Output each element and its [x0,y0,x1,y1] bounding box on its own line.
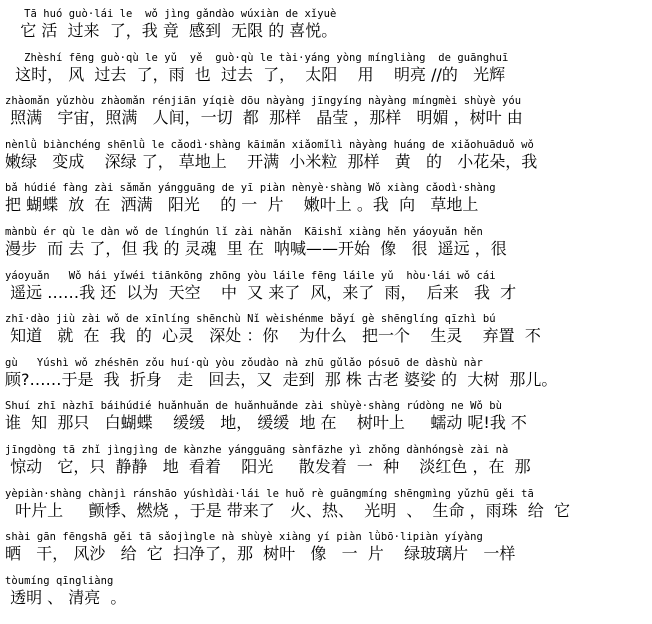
hanzi-line-6: 漫步 而 去 了，但 我 的 灵魂 里 在 呐喊——开始 像 很 遥远 ，很 [5,238,507,258]
pinyin-line-4: nènlǜ biànchéng shēnlǜ le cǎodì·shàng kāimǎn xiǎomǐlì nàyàng huáng de xiǎohuāduǒ wǒ [5,138,534,151]
text-line-14 [0,573,652,617]
text-line-4 [0,137,652,181]
text-line-13 [0,529,652,573]
text-line-5 [0,180,652,224]
text-line-8 [0,311,652,355]
hanzi-line-2: 这时， 风 过去 了，雨 也 过去 了， 太阳 用 明亮 //的 光辉 [5,64,506,84]
pinyin-line-11: jīngdòng tā zhǐ jìngjìng de kànzhe yángguāng sànfāzhe yì zhǒng dànhóngsè zài nà [5,443,509,456]
hanzi-line-11: 惊动 它，只 静静 地 看着 阳光 散发着 一 种 淡红色 ，在 那 [5,456,531,476]
hanzi-line-3: 照满 宇宙，照满 人间，一切 都 那样 晶莹 ，那样 明媚 ，树叶 由 [5,108,523,128]
hanzi-line-4: 嫩绿 变成 深绿 了， 草地上 开满 小米粒 那样 黄 的 小花朵，我 [5,151,538,171]
pinyin-line-7: yáoyuǎn Wǒ hái yǐwéi tiānkōng zhōng yòu láile fēng láile yǔ hòu·lái wǒ cái [5,269,496,282]
reading-passage [0,6,652,616]
hanzi-line-5: 把 蝴蝶 放 在 洒满 阳光 的 一 片 嫩叶上 。我 向 草地上 [5,195,479,215]
text-line-11 [0,442,652,486]
pinyin-line-3: zhàomǎn yǔzhòu zhàomǎn rénjiān yíqiè dōu nàyàng jīngyíng nàyàng míngmèi shùyè yóu [5,95,522,108]
text-line-12 [0,486,652,530]
pinyin-line-5: bǎ húdié fàng zài sǎmǎn yángguāng de yī piàn nènyè·shàng Wǒ xiàng cǎodì·shàng [5,182,496,195]
pinyin-line-6: mànbù ér qù le dàn wǒ de línghún lǐ zài nàhǎn Kāishǐ xiàng hěn yáoyuǎn hěn [5,225,483,238]
pinyin-line-1: Tā huó guò·lái le wǒ jìng gǎndào wúxiàn de xǐyuè [5,8,337,20]
text-line-2 [0,50,652,94]
hanzi-line-13: 晒 干， 风沙 给 它 扫净了，那 树叶 像 一 片 绿玻璃片 一样 [5,544,516,564]
hanzi-line-9: 顾?……于是 我 折身 走 回去，又 走到 那 株 古老 婆娑 的 大树 那儿。 [5,369,558,389]
hanzi-line-8: 知道 就 在 我 的 心灵 深处 ：你 为什么 把一个 生灵 弃置 不 [5,326,541,346]
text-line-9 [0,355,652,399]
pinyin-line-10: Shuí zhī nàzhī báihúdié huǎnhuǎn de huǎnhuǎnde zài shùyè·shàng rúdòng ne Wǒ bù [5,400,502,413]
pinyin-line-9: gù Yúshì wǒ zhéshēn zǒu huí·qù yòu zǒudào nà zhū gǔlǎo pósuō de dàshù nàr [5,356,483,369]
pinyin-line-14: tòumíng qīngliàng [5,574,114,587]
hanzi-line-10: 谁 知 那只 白蝴蝶 缓缓 地， 缓缓 地 在 树叶上 蠕动 呢!我 不 [5,413,527,433]
pinyin-line-13: shài gān fēngshā gěi tā sǎojìngle nà shùyè xiàng yí piàn lǜbō·lipiàn yíyàng [5,531,483,544]
pinyin-line-8: zhī·dào jiù zài wǒ de xīnlíng shēnchù Nǐ wèishénme bǎyí gè shēnglíng qīzhì bú [5,313,496,326]
hanzi-line-7: 遥远 ……我 还 以为 天空 中 又 来了 风，来了 雨， 后来 我 才 [5,282,517,302]
hanzi-line-12: 叶片上 颤悸、燃烧 ，于是 带来了 火、热、 光明 、 生命 ，雨珠 给 它 [5,500,570,520]
text-line-10 [0,398,652,442]
text-line-1 [0,6,652,50]
text-line-6 [0,224,652,268]
hanzi-line-1: 它 活 过来 了，我 竟 感到 无限 的 喜悦。 [5,21,338,40]
text-line-7 [0,268,652,312]
pinyin-line-2: Zhèshí fēng guò·qù le yǔ yě guò·qù le tài·yáng yòng míngliàng de guānghuī [5,51,509,64]
pinyin-line-12: yèpiàn·shàng chànjì ránshāo yúshìdài·lái le huǒ rè guāngmíng shēngmìng yǔzhū gěi tā [5,487,534,500]
text-line-3 [0,93,652,137]
hanzi-line-14: 透明 、 清亮 。 [5,587,127,607]
